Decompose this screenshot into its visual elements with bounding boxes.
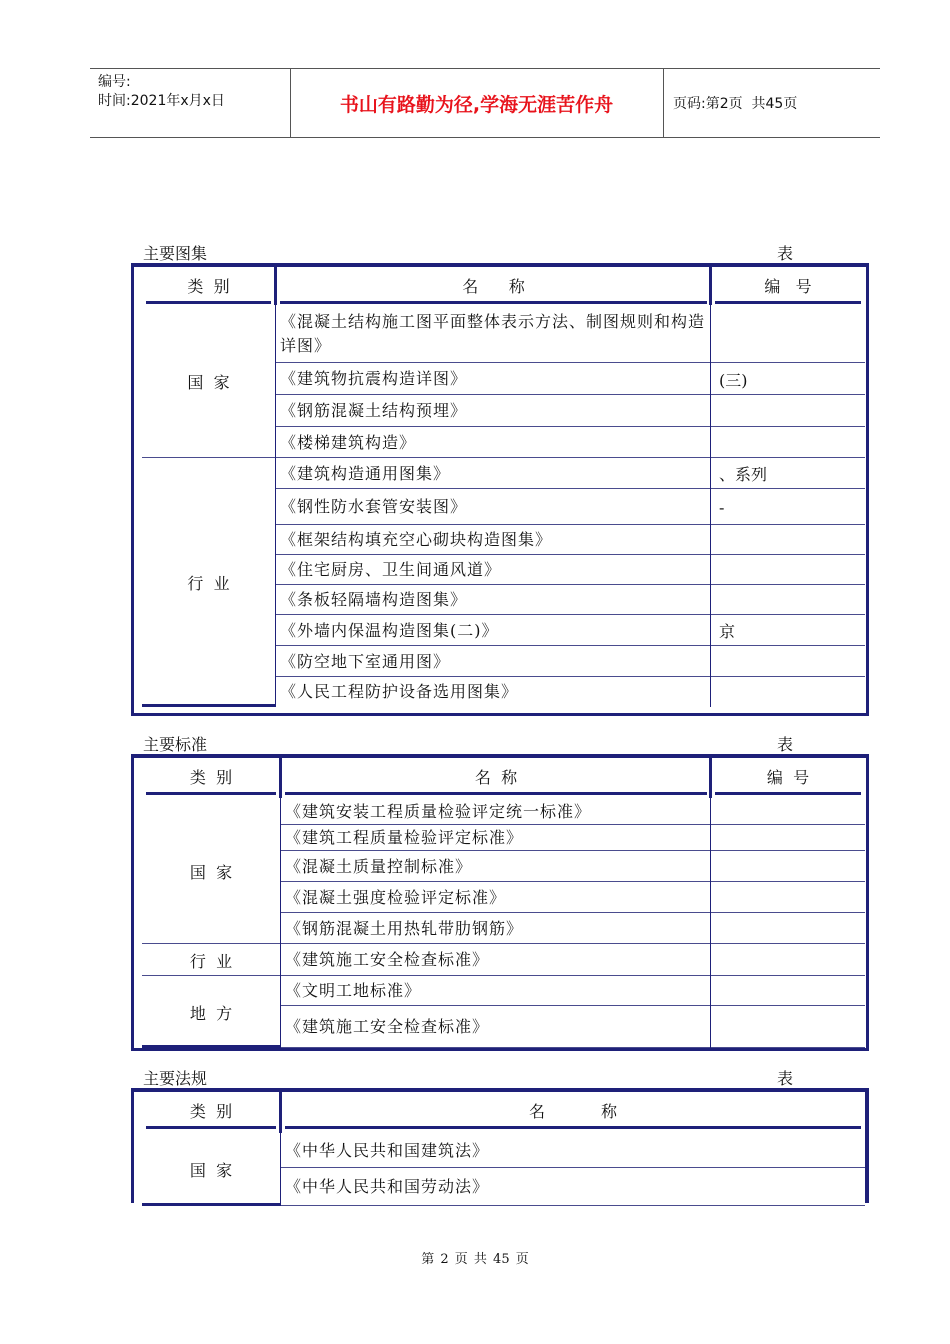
atlas-category: 行 业 xyxy=(187,574,230,593)
atlas-row-name: 《建筑构造通用图集》 xyxy=(280,463,451,483)
standards-table xyxy=(131,754,869,1051)
standards-row-code xyxy=(719,798,863,825)
standards-col-line xyxy=(280,798,281,1048)
atlas-header-sep xyxy=(274,267,277,305)
standards-row-code xyxy=(719,825,863,851)
atlas-row-name: 《防空地下室通用图》 xyxy=(280,651,451,671)
standards-row-name: 《建筑工程质量检验评定标准》 xyxy=(285,828,524,847)
atlas-row-name: 《楼梯建筑构造》 xyxy=(280,432,417,452)
atlas-bottom-bar xyxy=(142,704,275,707)
atlas-row-name: 《框架结构填充空心砌块构造图集》 xyxy=(280,530,553,549)
atlas-category: 国 家 xyxy=(187,373,230,392)
motto: 书山有路勤为径,学海无涯苦作舟 xyxy=(290,69,664,137)
laws-header-sep xyxy=(279,1092,282,1133)
atlas-row-name: 《外墙内保温构造图集(二)》 xyxy=(280,620,499,640)
atlas-row-code: - xyxy=(719,497,725,517)
standards-row-code xyxy=(719,976,863,1006)
standards-header-1: 名 称 xyxy=(285,761,707,795)
atlas-row-code: (三) xyxy=(719,370,748,390)
laws-table xyxy=(131,1088,869,1203)
atlas-row-code xyxy=(719,555,863,585)
atlas-col-line xyxy=(710,305,711,707)
atlas-row-name: 《钢筋混凝土结构预埋》 xyxy=(280,401,468,420)
atlas-header-2: 编 号 xyxy=(715,270,861,304)
laws-bottom-bar xyxy=(142,1203,280,1206)
laws-suffix: 表 xyxy=(776,1069,793,1088)
standards-header-0: 类 别 xyxy=(146,761,276,795)
standards-row-code xyxy=(719,1006,863,1048)
standards-row-name: 《文明工地标准》 xyxy=(285,981,422,1000)
atlas-header-sep xyxy=(709,267,712,305)
atlas-row-name: 《混凝土结构施工图平面整体表示方法、制图规则和构造详图》 xyxy=(280,312,706,355)
atlas-header-0: 类 别 xyxy=(146,270,271,304)
laws-category: 国 家 xyxy=(189,1161,233,1180)
standards-row-name: 《建筑施工安全检查标准》 xyxy=(285,950,490,969)
atlas-row-name: 《人民工程防护设备选用图集》 xyxy=(280,682,519,701)
header-meta xyxy=(90,69,291,137)
laws-title-row xyxy=(143,1066,793,1089)
atlas-title: 主要图集 xyxy=(143,244,208,263)
standards-row-code xyxy=(719,882,863,913)
laws-header-0: 类 别 xyxy=(146,1095,276,1129)
page-header xyxy=(90,68,880,138)
atlas-row-name: 《建筑物抗震构造详图》 xyxy=(280,369,468,388)
atlas-suffix: 表 xyxy=(776,244,793,263)
standards-row-name: 《混凝土质量控制标准》 xyxy=(285,856,473,876)
standards-header-sep xyxy=(709,758,712,798)
atlas-row-code xyxy=(719,395,863,427)
atlas-row-code xyxy=(719,305,863,363)
standards-header-sep xyxy=(279,758,282,798)
atlas-row-code: 京 xyxy=(719,622,736,641)
atlas-table xyxy=(131,263,869,716)
atlas-row-code xyxy=(719,646,863,677)
standards-category: 行 业 xyxy=(189,951,233,971)
standards-row-name: 《建筑安装工程质量检验评定统一标准》 xyxy=(285,801,592,821)
standards-row-name: 《建筑施工安全检查标准》 xyxy=(285,1017,490,1036)
atlas-header-1: 名 称 xyxy=(280,270,707,304)
standards-category: 地 方 xyxy=(189,1003,233,1023)
standards-suffix: 表 xyxy=(776,735,793,754)
page-label: 页码:第2页 共45页 xyxy=(673,96,798,112)
standards-col-line xyxy=(710,798,711,1048)
atlas-row-name: 《钢性防水套管安装图》 xyxy=(280,497,468,516)
standards-row-code xyxy=(719,944,863,976)
laws-header-1: 名 称 xyxy=(285,1095,861,1129)
laws-row-name: 《中华人民共和国劳动法》 xyxy=(285,1177,490,1196)
standards-row-code xyxy=(719,913,863,944)
standards-row-name: 《混凝土强度检验评定标准》 xyxy=(285,887,507,907)
atlas-row-code xyxy=(719,677,863,707)
atlas-row-code xyxy=(719,585,863,615)
laws-title: 主要法规 xyxy=(143,1069,208,1088)
standards-header-2: 编 号 xyxy=(715,761,861,795)
atlas-title-row xyxy=(143,241,793,264)
standards-row-name: 《钢筋混凝土用热轧带肋钢筋》 xyxy=(285,918,524,938)
atlas-row-name: 《条板轻隔墙构造图集》 xyxy=(280,590,468,609)
standards-row-code xyxy=(719,851,863,882)
atlas-row-name: 《住宅厨房、卫生间通风道》 xyxy=(280,560,502,579)
standards-category: 国 家 xyxy=(189,862,233,882)
standards-title: 主要标准 xyxy=(143,735,208,754)
page-footer: 第 2 页 共 45 页 xyxy=(421,1252,529,1267)
standards-title-row xyxy=(143,732,793,755)
atlas-row-code xyxy=(719,525,863,555)
standards-bottom-bar xyxy=(142,1045,280,1048)
atlas-col-line xyxy=(275,305,276,707)
number-label: 编号: xyxy=(98,74,131,90)
atlas-row-code: 、系列 xyxy=(719,465,768,484)
atlas-row-code xyxy=(719,427,863,458)
time-label: 时间:2021年x月x日 xyxy=(98,93,225,109)
laws-col-line xyxy=(280,1133,281,1206)
laws-row-name: 《中华人民共和国建筑法》 xyxy=(285,1140,490,1160)
